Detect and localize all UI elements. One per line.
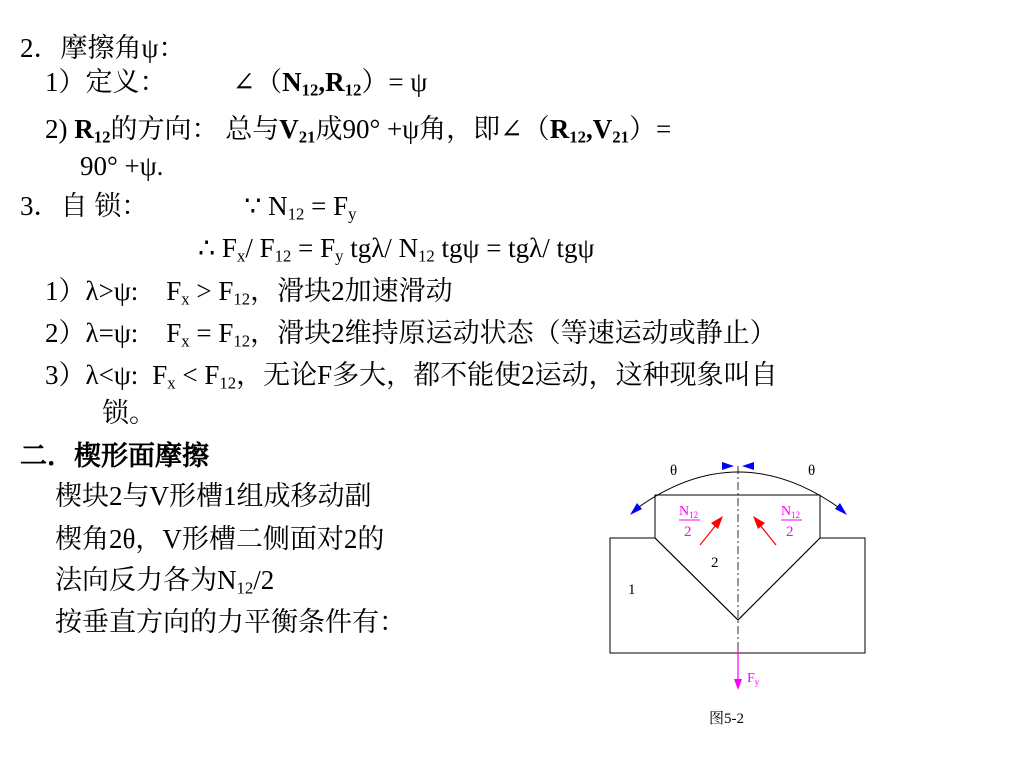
- subscript: 12: [236, 578, 254, 598]
- formula-text: < F: [175, 360, 220, 390]
- subscript: 12: [274, 246, 292, 266]
- theta-right-label: θ: [808, 463, 816, 479]
- normal-force-left-den: 2: [684, 524, 692, 540]
- groove-label: 1: [628, 582, 636, 598]
- figure-caption: 图5-2: [709, 711, 744, 727]
- subscript: x: [181, 289, 190, 309]
- paragraph-text: 法向反力各为N: [55, 565, 237, 595]
- subscript: 21: [298, 127, 316, 147]
- subscript: 12: [344, 80, 362, 100]
- case-condition: λ=ψ:: [85, 318, 139, 348]
- item-number: 1）: [45, 67, 86, 97]
- formula-text: = F: [189, 318, 234, 348]
- formula-text: > F: [189, 276, 234, 306]
- theta-left-label: θ: [670, 463, 678, 479]
- case-result: ，无论F多大，都不能使2运动，这种现象叫自: [236, 360, 778, 390]
- normal-force-left-arrowhead: [711, 516, 723, 529]
- case-result: ，滑块2维持原运动状态（等速运动或静止）: [250, 318, 777, 348]
- formula-text: F: [166, 276, 182, 306]
- definition-tail: ）= ψ: [361, 67, 428, 97]
- paragraph-text: 楔角2θ，V形槽二侧面对2的: [55, 524, 385, 554]
- comma: ,: [318, 67, 326, 97]
- case-condition: λ>ψ:: [85, 276, 139, 306]
- formula-text: = F: [304, 191, 349, 221]
- formula-text: / F: [245, 233, 275, 263]
- force-fy-arrowhead: [734, 679, 742, 690]
- force-fy-label: $F_y$: [747, 671, 760, 687]
- paragraph-text: 按垂直方向的力平衡条件有：: [55, 607, 406, 637]
- formula-text: = F: [291, 233, 336, 263]
- comma: ,: [586, 114, 593, 144]
- subscript: 12: [219, 373, 237, 393]
- normal-force-left-num: $N_{12}$: [679, 504, 699, 520]
- direction-text: 成90° +ψ角，即∠（: [315, 114, 550, 144]
- normal-force-right-den: 2: [786, 524, 794, 540]
- case-condition: λ<ψ:: [85, 360, 139, 390]
- arc-arrow-left-end: [630, 503, 642, 515]
- case-result: ，滑块2加速滑动: [250, 276, 453, 306]
- vector-r: R: [74, 114, 94, 144]
- formula-text: F: [152, 360, 168, 390]
- heading-text: 摩擦角ψ：: [60, 33, 186, 63]
- subscript: 12: [233, 289, 251, 309]
- item-number: 2): [45, 114, 75, 144]
- direction-tail: ）=: [629, 114, 672, 144]
- arc-arrow-center-left: [722, 462, 734, 470]
- subscript: 12: [93, 127, 111, 147]
- arc-arrow-right-end: [835, 503, 847, 515]
- item-number: 3）: [45, 360, 86, 390]
- item-number: 2）: [45, 318, 86, 348]
- case-result: 锁。: [102, 398, 156, 428]
- v-groove-block: [610, 538, 865, 653]
- item-number: 2．: [20, 33, 61, 63]
- direction-text: 的方向： 总与: [110, 114, 280, 144]
- wedge-label: 2: [711, 555, 719, 571]
- subscript: x: [181, 331, 190, 351]
- normal-force-right-arrowhead: [753, 516, 765, 529]
- subscript: 12: [301, 80, 319, 100]
- subscript: 21: [612, 127, 629, 147]
- formula-text: tgλ/ N: [343, 233, 419, 263]
- because-formula: ∵ N: [244, 191, 288, 221]
- subscript: y: [348, 204, 357, 224]
- subscript: 12: [287, 204, 305, 224]
- arc-arrow-center-right: [742, 462, 754, 470]
- subscript: y: [335, 246, 344, 266]
- subscript: x: [236, 246, 246, 266]
- formula-text: tgψ = tgλ/ tgψ: [434, 233, 595, 263]
- definition-label: 定义：: [85, 67, 167, 97]
- vector-v: V: [592, 114, 613, 144]
- formula-text: ∴ F: [198, 233, 237, 263]
- subscript: 12: [418, 246, 435, 266]
- subscript: 12: [569, 127, 587, 147]
- paragraph-text: /2: [253, 565, 275, 595]
- vector-v: V: [279, 114, 299, 144]
- section-title-text: 二．楔形面摩擦: [20, 441, 209, 471]
- vector-r: R: [325, 67, 345, 97]
- direction-text: 90° +ψ.: [80, 151, 164, 181]
- vector-n: N: [282, 67, 302, 97]
- heading-text: 自 锁：: [60, 191, 149, 221]
- formula-text: F: [166, 318, 182, 348]
- subscript: 12: [233, 331, 251, 351]
- subscript: x: [167, 373, 176, 393]
- item-number: 3．: [20, 191, 61, 221]
- normal-force-right-num: $N_{12}$: [781, 504, 801, 520]
- angle-symbol: ∠（: [232, 67, 283, 97]
- vector-r: R: [549, 114, 570, 144]
- paragraph-text: 楔块2与V形槽1组成移动副: [55, 481, 372, 511]
- item-number: 1）: [45, 276, 86, 306]
